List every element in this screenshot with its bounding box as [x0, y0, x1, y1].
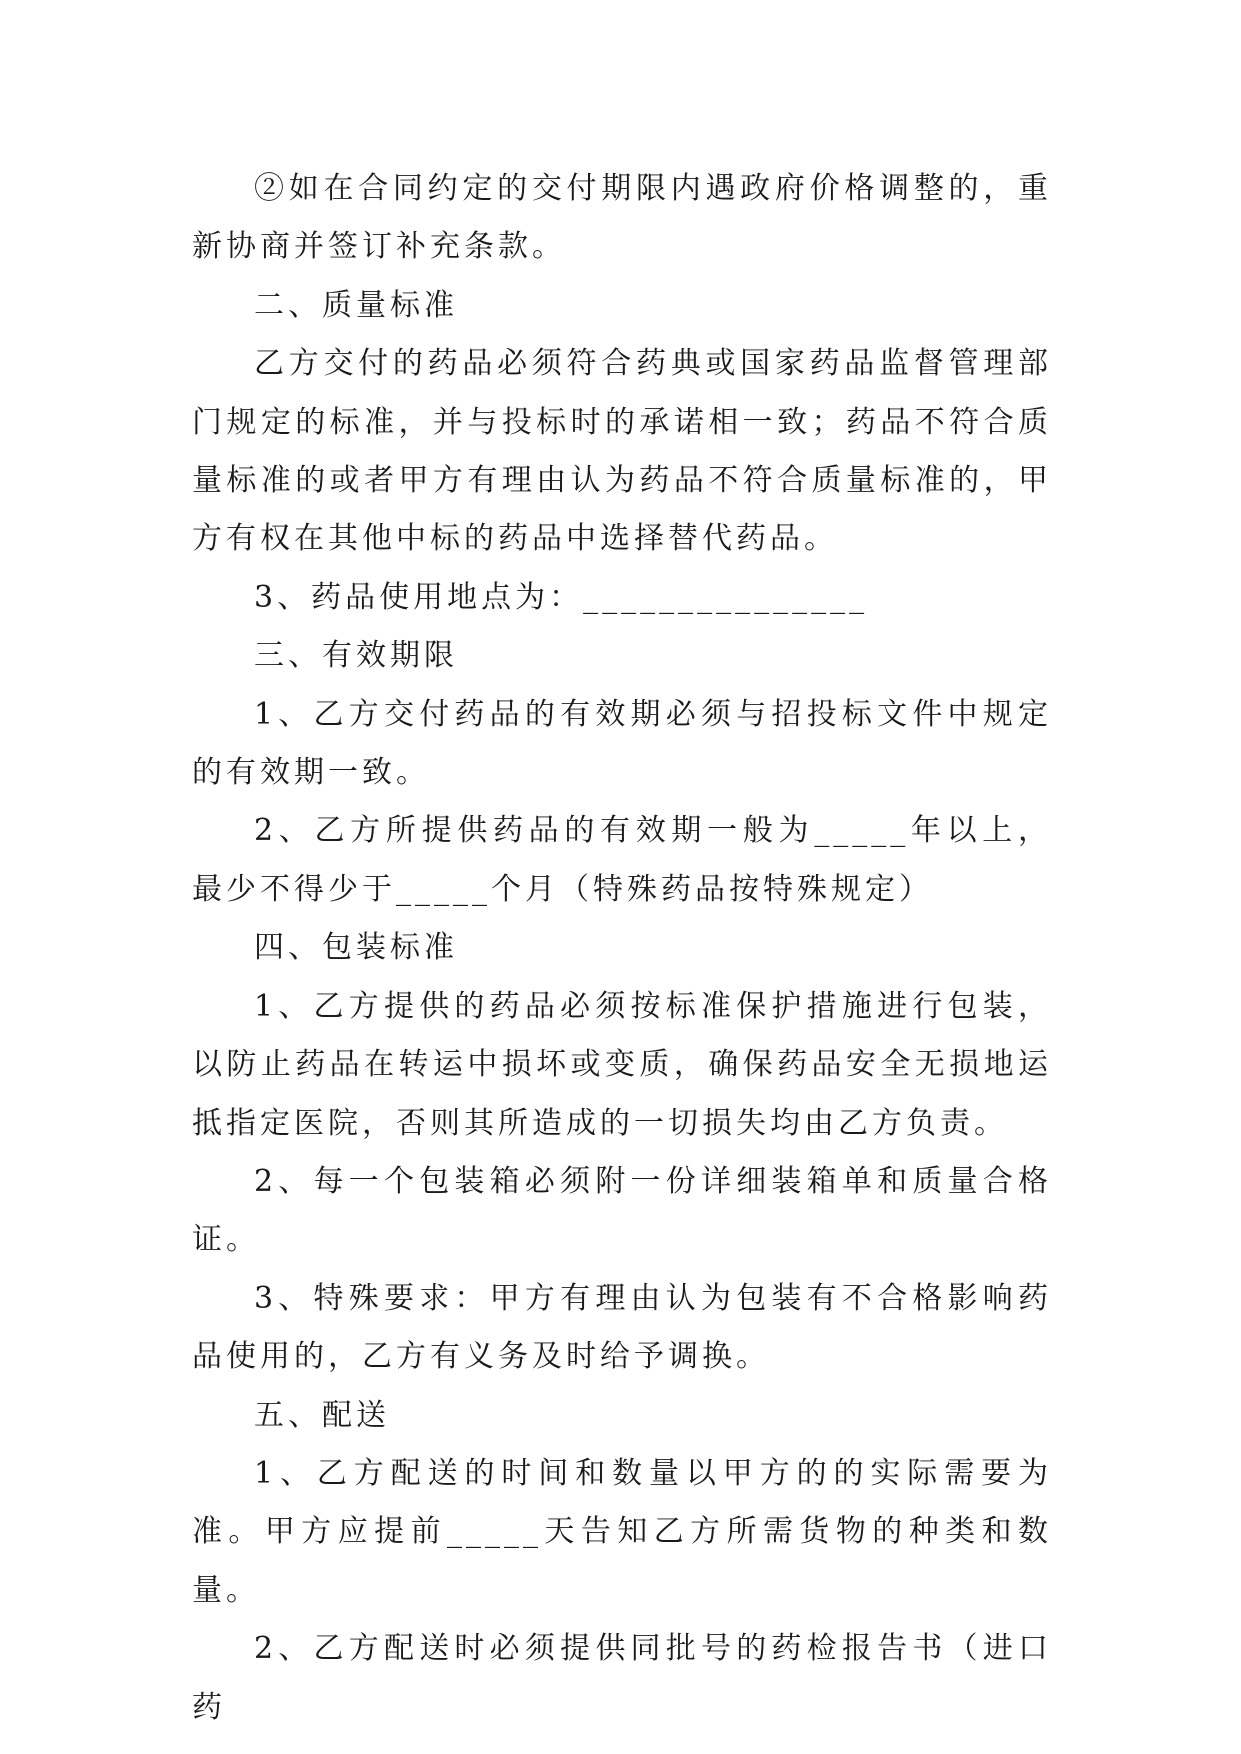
clause-delivery-timing: 1、乙方配送的时间和数量以甲方的的实际需要为准。甲方应提前_____天告知乙方所需货物的种类和数量。	[192, 1455, 1052, 1608]
heading-validity-period: 三、有效期限	[254, 638, 458, 674]
clause-validity-consistent: 1、乙方交付药品的有效期必须与招投标文件中规定的有效期一致。	[192, 696, 1052, 791]
clause-delivery-report: 2、乙方配送时必须提供同批号的药检报告书（进口药	[192, 1631, 1052, 1725]
clause-usage-location: 3、药品使用地点为：_______________	[254, 579, 869, 615]
clause-quality-requirement: 乙方交付的药品必须符合药典或国家药品监督管理部门规定的标准，并与投标时的承诺相一致；药品不符合质量标准的或者甲方有理由认为药品不符合质量标准的，甲方有权在其他中标的药品中选择替代药品。	[192, 346, 1052, 557]
document-body	[192, 160, 1052, 1737]
heading-packaging-standard: 四、包装标准	[254, 930, 458, 966]
clause-validity-minimum: 2、乙方所提供药品的有效期一般为_____年以上，最少不得少于_____个月（特殊药品按特殊规定）	[192, 813, 1052, 907]
heading-quality-standard: 二、质量标准	[254, 287, 458, 323]
clause-price-adjustment: ②如在合同约定的交付期限内遇政府价格调整的，重新协商并签订补充条款。	[192, 171, 1052, 265]
clause-special-requirement: 3、特殊要求：甲方有理由认为包装有不合格影响药品使用的，乙方有义务及时给予调换。	[192, 1280, 1052, 1375]
clause-packing-list: 2、每一个包装箱必须附一份详细装箱单和质量合格证。	[192, 1163, 1052, 1258]
heading-delivery: 五、配送	[254, 1397, 390, 1433]
clause-packaging-protection: 1、乙方提供的药品必须按标准保护措施进行包装，以防止药品在转运中损坏或变质，确保药品安全无损地运抵指定医院，否则其所造成的一切损失均由乙方负责。	[192, 988, 1052, 1141]
